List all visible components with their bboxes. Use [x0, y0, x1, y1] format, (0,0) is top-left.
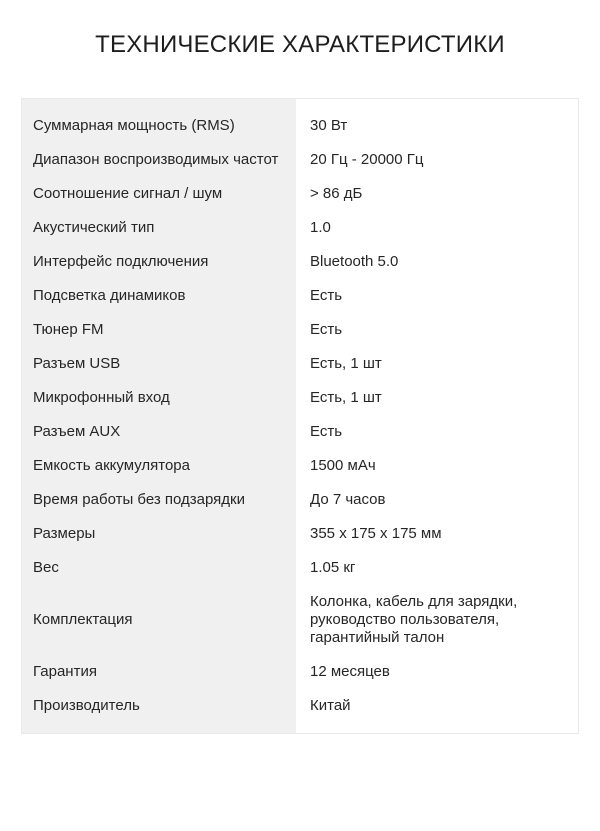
spec-label-cell: Тюнер FM [22, 313, 296, 347]
page-title: ТЕХНИЧЕСКИЕ ХАРАКТЕРИСТИКИ [95, 31, 505, 58]
spec-table [21, 98, 579, 734]
spec-value-cell: Есть [296, 279, 578, 313]
spec-label-cell: Диапазон воспроизводимых частот [22, 143, 296, 177]
spec-value-cell: 30 Вт [296, 99, 578, 143]
spec-value-cell: 1.0 [296, 211, 578, 245]
spec-value-cell: 20 Гц - 20000 Гц [296, 143, 578, 177]
spec-label-cell: Соотношение сигнал / шум [22, 177, 296, 211]
spec-value-cell: Колонка, кабель для зарядки, руководство пользователя, гарантийный талон [296, 585, 578, 655]
spec-label-cell: Подсветка динамиков [22, 279, 296, 313]
spec-value-cell: До 7 часов [296, 483, 578, 517]
spec-label-cell: Размеры [22, 517, 296, 551]
spec-label-cell: Суммарная мощность (RMS) [22, 99, 296, 143]
spec-value-cell: > 86 дБ [296, 177, 578, 211]
product-specs-page [0, 31, 600, 734]
spec-label-cell: Разъем USB [22, 347, 296, 381]
spec-label-cell: Микрофонный вход [22, 381, 296, 415]
spec-label-cell: Интерфейс подключения [22, 245, 296, 279]
spec-label-cell: Комплектация [22, 585, 296, 655]
spec-value-cell: Есть, 1 шт [296, 381, 578, 415]
spec-label-cell: Вес [22, 551, 296, 585]
spec-value-cell: 12 месяцев [296, 655, 578, 689]
spec-label-cell: Гарантия [22, 655, 296, 689]
spec-label-cell: Разъем AUX [22, 415, 296, 449]
spec-value-cell: 355 x 175 x 175 мм [296, 517, 578, 551]
spec-value-cell: 1.05 кг [296, 551, 578, 585]
spec-label-cell: Емкость аккумулятора [22, 449, 296, 483]
spec-value-cell: Китай [296, 689, 578, 733]
spec-value-cell: Есть [296, 415, 578, 449]
spec-value-cell: Bluetooth 5.0 [296, 245, 578, 279]
spec-label-cell: Время работы без подзарядки [22, 483, 296, 517]
spec-value-cell: Есть, 1 шт [296, 347, 578, 381]
spec-label-cell: Акустический тип [22, 211, 296, 245]
spec-value-cell: 1500 мАч [296, 449, 578, 483]
spec-value-cell: Есть [296, 313, 578, 347]
spec-label-cell: Производитель [22, 689, 296, 733]
